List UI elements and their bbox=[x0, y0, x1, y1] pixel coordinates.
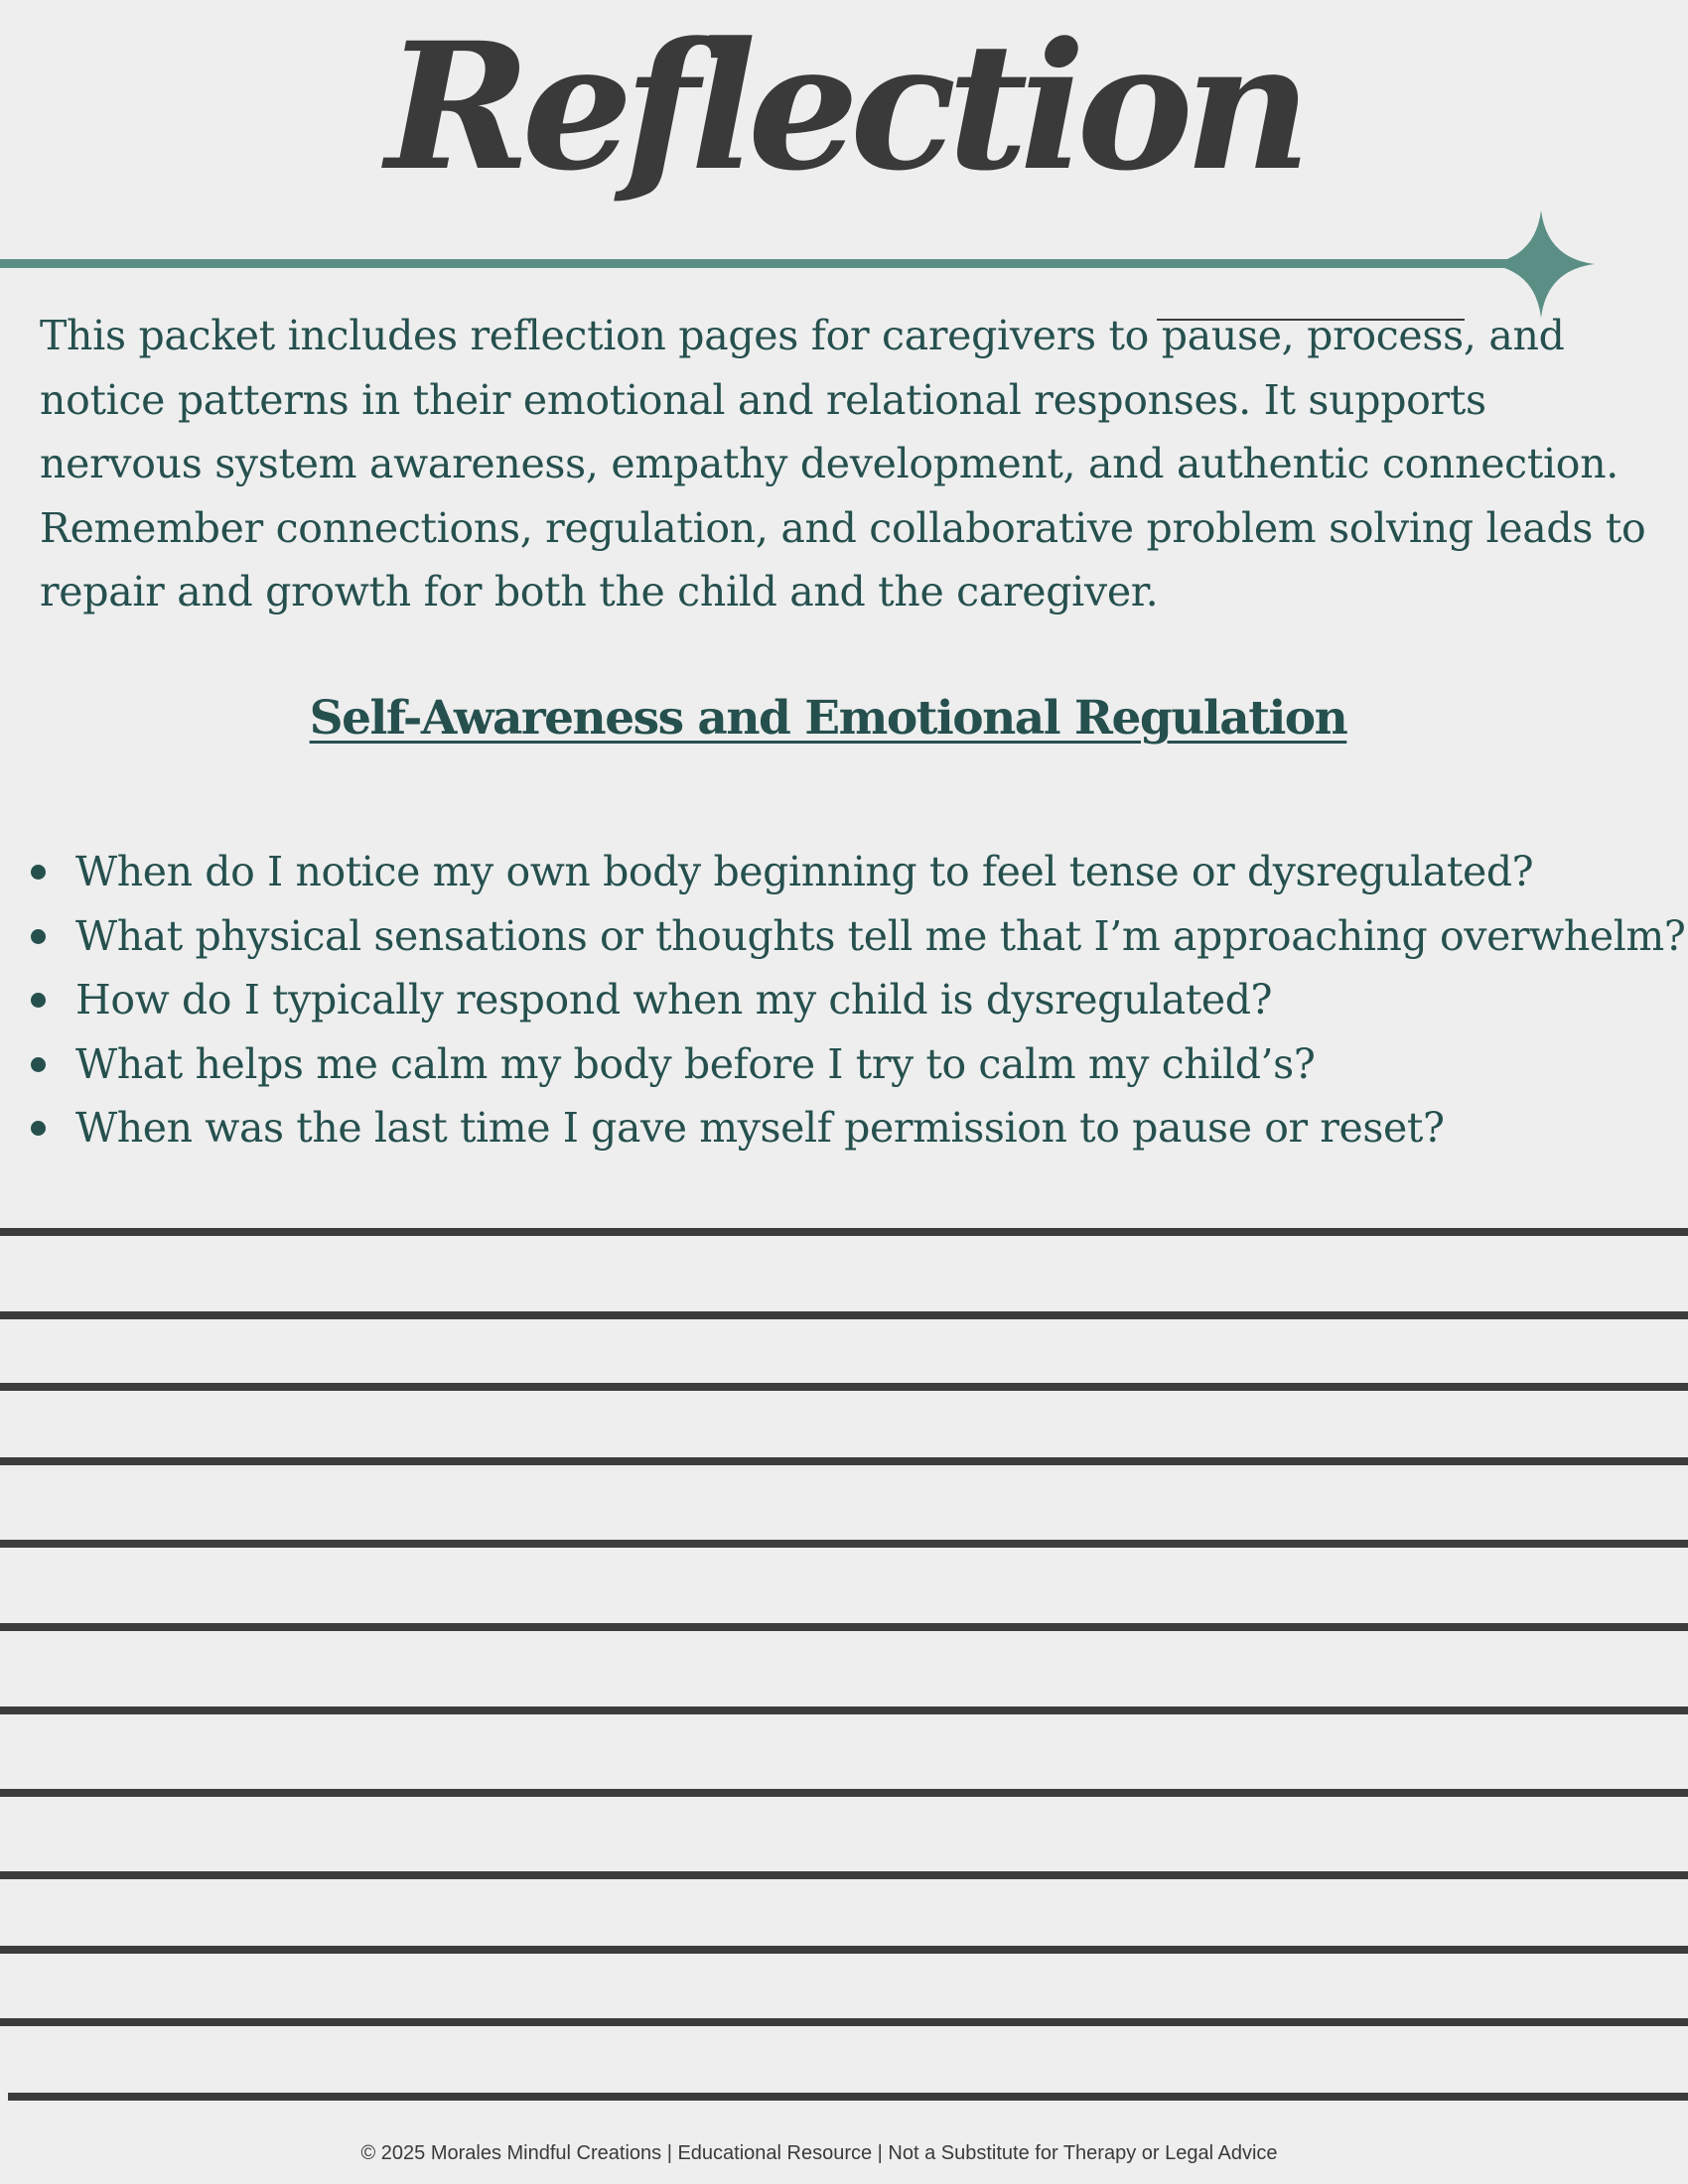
writing-line bbox=[8, 2093, 1688, 2101]
footer-disclaimer: © 2025 Morales Mindful Creations | Educational Resource | Not a Substitute for Therapy or Legal Advice bbox=[360, 2142, 1278, 2164]
bullet-icon bbox=[31, 865, 46, 880]
writing-line bbox=[0, 2018, 1688, 2026]
writing-line bbox=[0, 1946, 1688, 1954]
writing-line bbox=[0, 1540, 1688, 1548]
reflection-prompt bbox=[0, 1096, 1688, 1160]
writing-line bbox=[0, 1383, 1688, 1391]
intro-paragraph: This packet includes reflection pages for caregivers to pause, process, and notice patterns in their emotional and relational responses. It supports nervous system awareness, empathy development, and authentic connection. Remember connections, regulation, and collaborative problem solving leads to repair and growth for both the child and the caregiver. bbox=[40, 312, 1646, 615]
prompt-text: How do I typically respond when my child is dysregulated? bbox=[75, 976, 1273, 1024]
bullet-icon bbox=[31, 1057, 46, 1072]
reflection-prompt bbox=[0, 904, 1688, 969]
writing-line bbox=[0, 1457, 1688, 1465]
page-title: Reflection bbox=[385, 4, 1303, 209]
bullet-icon bbox=[31, 929, 46, 944]
bullet-icon bbox=[31, 1121, 46, 1136]
bullet-icon bbox=[31, 993, 46, 1008]
prompt-text: What helps me calm my body before I try to calm my child’s? bbox=[75, 1039, 1316, 1088]
writing-line bbox=[0, 1871, 1688, 1879]
writing-line bbox=[0, 1706, 1688, 1714]
writing-line bbox=[0, 1311, 1688, 1319]
reflection-prompt-list bbox=[0, 840, 1688, 1160]
writing-line bbox=[0, 1789, 1688, 1797]
title-divider bbox=[0, 259, 1509, 268]
reflection-prompt bbox=[0, 1032, 1688, 1097]
prompt-text: When do I notice my own body beginning to feel tense or dysregulated? bbox=[75, 848, 1534, 895]
reflection-prompt bbox=[0, 840, 1688, 904]
section-heading: Self-Awareness and Emotional Regulation bbox=[309, 691, 1347, 746]
writing-line bbox=[0, 1623, 1688, 1631]
prompt-text: When was the last time I gave myself permission to pause or reset? bbox=[75, 1104, 1445, 1152]
writing-line bbox=[0, 1228, 1688, 1236]
reflection-prompt bbox=[0, 968, 1688, 1032]
prompt-text: What physical sensations or thoughts tell me that I’m approaching overwhelm? bbox=[75, 911, 1686, 960]
